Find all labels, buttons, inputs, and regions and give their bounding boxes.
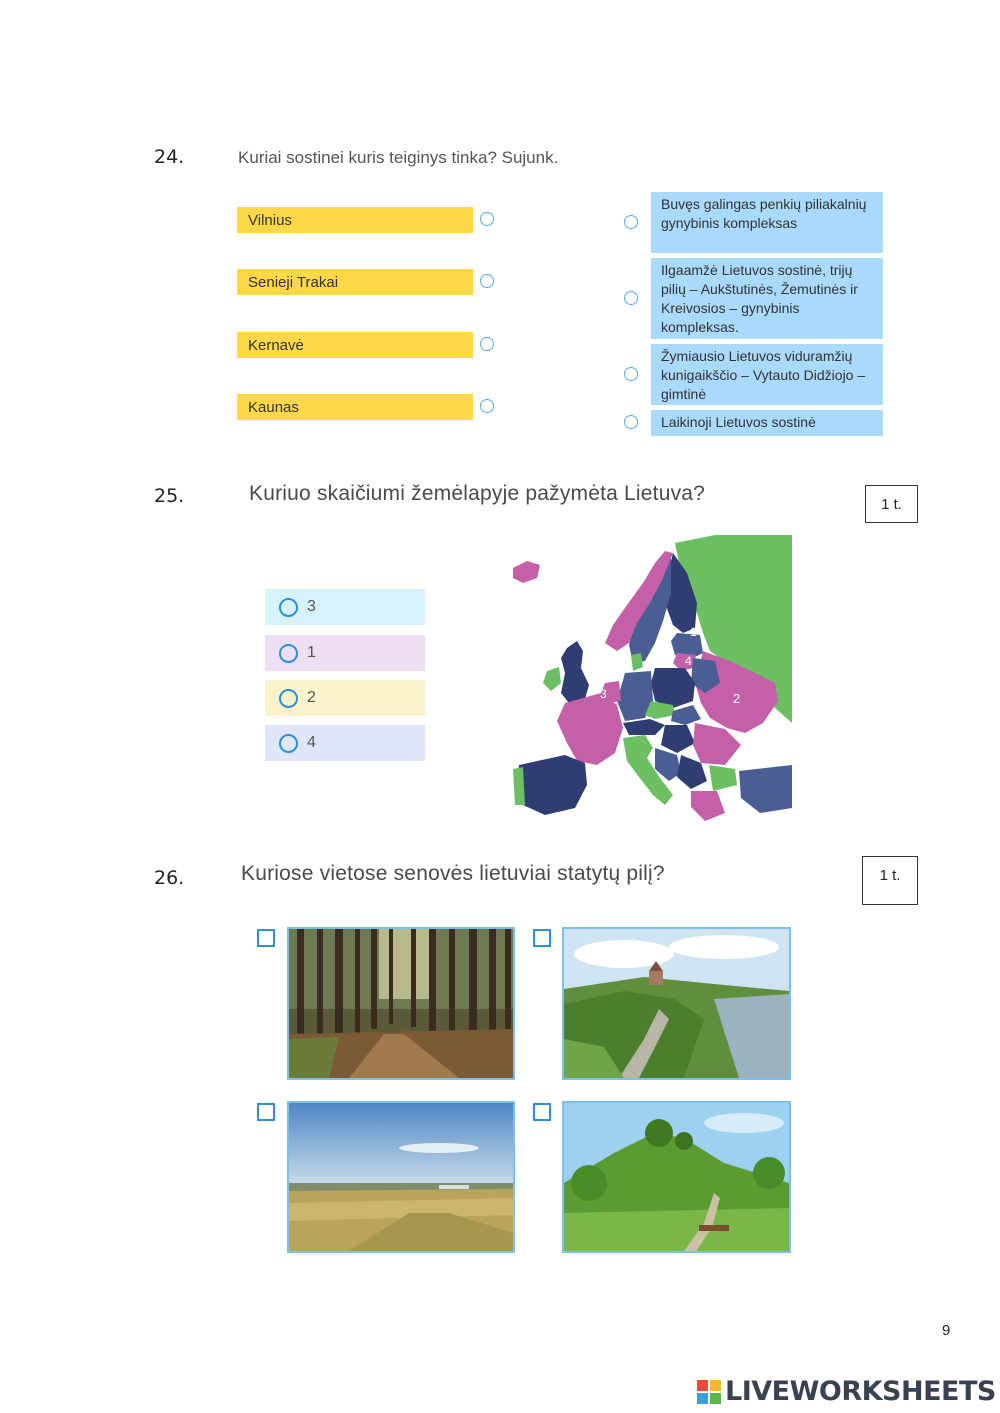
map-region-poland: [651, 668, 695, 708]
q26-photo-castle-hill: [562, 927, 791, 1080]
match-right-dot-1[interactable]: [624, 215, 638, 229]
map-label-4: 4: [685, 654, 692, 668]
option-label: 3: [307, 598, 316, 615]
page-number: 9: [942, 1322, 951, 1339]
option-label: 2: [307, 689, 316, 706]
radio-icon[interactable]: [279, 689, 298, 708]
match-left-item-kernave: Kernavė: [237, 332, 473, 358]
q26-checkbox-hillfort[interactable]: [533, 1103, 551, 1121]
match-right-item-1: Buvęs galingas penkių piliakalnių gynybinis kompleksas: [651, 192, 883, 253]
radio-icon[interactable]: [279, 598, 298, 617]
match-right-item-4: Laikinoji Lietuvos sostinė: [651, 410, 883, 436]
q25-number: 25.: [154, 485, 185, 507]
map-region-hungary: [661, 725, 695, 753]
match-right-dot-4[interactable]: [624, 415, 638, 429]
match-left-item-vilnius: Vilnius: [237, 207, 473, 233]
map-label-2: 2: [733, 691, 741, 706]
match-right-item-2: Ilgaamžė Lietuvos sostinė, trijų pilių – Aukštutinės, Žemutinės ir Kreivosios – gynybinis kompleksas.: [651, 258, 883, 339]
map-region-austria: [623, 719, 665, 735]
q26-photo-hillfort: [562, 1101, 791, 1253]
match-left-dot-1[interactable]: [480, 212, 494, 226]
q24-number: 24.: [154, 146, 185, 168]
map-label-3: 3: [600, 687, 607, 701]
map-label-1: 1: [690, 625, 697, 639]
map-region-greece: [691, 791, 725, 821]
q26-photo-field: [287, 1101, 515, 1253]
logo-icon: [697, 1380, 721, 1404]
option-label: 4: [307, 734, 316, 751]
match-left-dot-2[interactable]: [480, 274, 494, 288]
map-region-france: [557, 693, 623, 765]
q26-checkbox-field[interactable]: [257, 1103, 275, 1121]
map-region-spain: [517, 755, 587, 815]
q25-option-4[interactable]: [265, 725, 425, 761]
q25-points-box: 1 t.: [865, 485, 918, 523]
match-right-dot-2[interactable]: [624, 291, 638, 305]
q26-checkbox-forest[interactable]: [257, 929, 275, 947]
map-region-bulgaria: [709, 765, 737, 791]
match-left-item-senieji-trakai: Senieji Trakai: [237, 269, 473, 295]
option-label: 1: [307, 644, 316, 661]
q25-option-1[interactable]: [265, 635, 425, 671]
q26-question: Kuriose vietose senovės lietuviai statytų pilį?: [241, 862, 665, 885]
match-right-item-3: Žymiausio Lietuvos viduramžių kunigaikščio – Vytauto Didžiojo – gimtinė: [651, 344, 883, 405]
q26-photo-forest: [287, 927, 515, 1080]
q25-question: Kuriuo skaičiumi žemėlapyje pažymėta Lietuva?: [249, 482, 706, 505]
q24-question: Kuriai sostinei kuris teiginys tinka? Sujunk.: [238, 148, 559, 167]
q26-points-box: 1 t.: [862, 856, 918, 905]
map-region-iceland: [513, 561, 540, 583]
q26-number: 26.: [154, 867, 185, 889]
map-region-turkey: [739, 765, 792, 813]
q26-checkbox-castle-hill[interactable]: [533, 929, 551, 947]
radio-icon[interactable]: [279, 644, 298, 663]
map-region-balkans-1: [655, 748, 681, 781]
match-left-dot-3[interactable]: [480, 337, 494, 351]
logo-text: LIVEWORKSHEETS: [725, 1376, 996, 1407]
match-left-item-kaunas: Kaunas: [237, 394, 473, 420]
match-right-dot-3[interactable]: [624, 367, 638, 381]
map-region-uk: [561, 641, 589, 703]
map-region-portugal: [513, 767, 525, 805]
radio-icon[interactable]: [279, 734, 298, 753]
map-region-ireland: [543, 667, 561, 691]
liveworksheets-logo: [697, 1376, 996, 1407]
q25-option-3[interactable]: [265, 589, 425, 625]
map-region-slovakia: [671, 705, 701, 725]
match-left-dot-4[interactable]: [480, 399, 494, 413]
europe-map: [505, 533, 795, 823]
map-region-denmark: [631, 653, 643, 671]
q25-option-2[interactable]: [265, 680, 425, 716]
